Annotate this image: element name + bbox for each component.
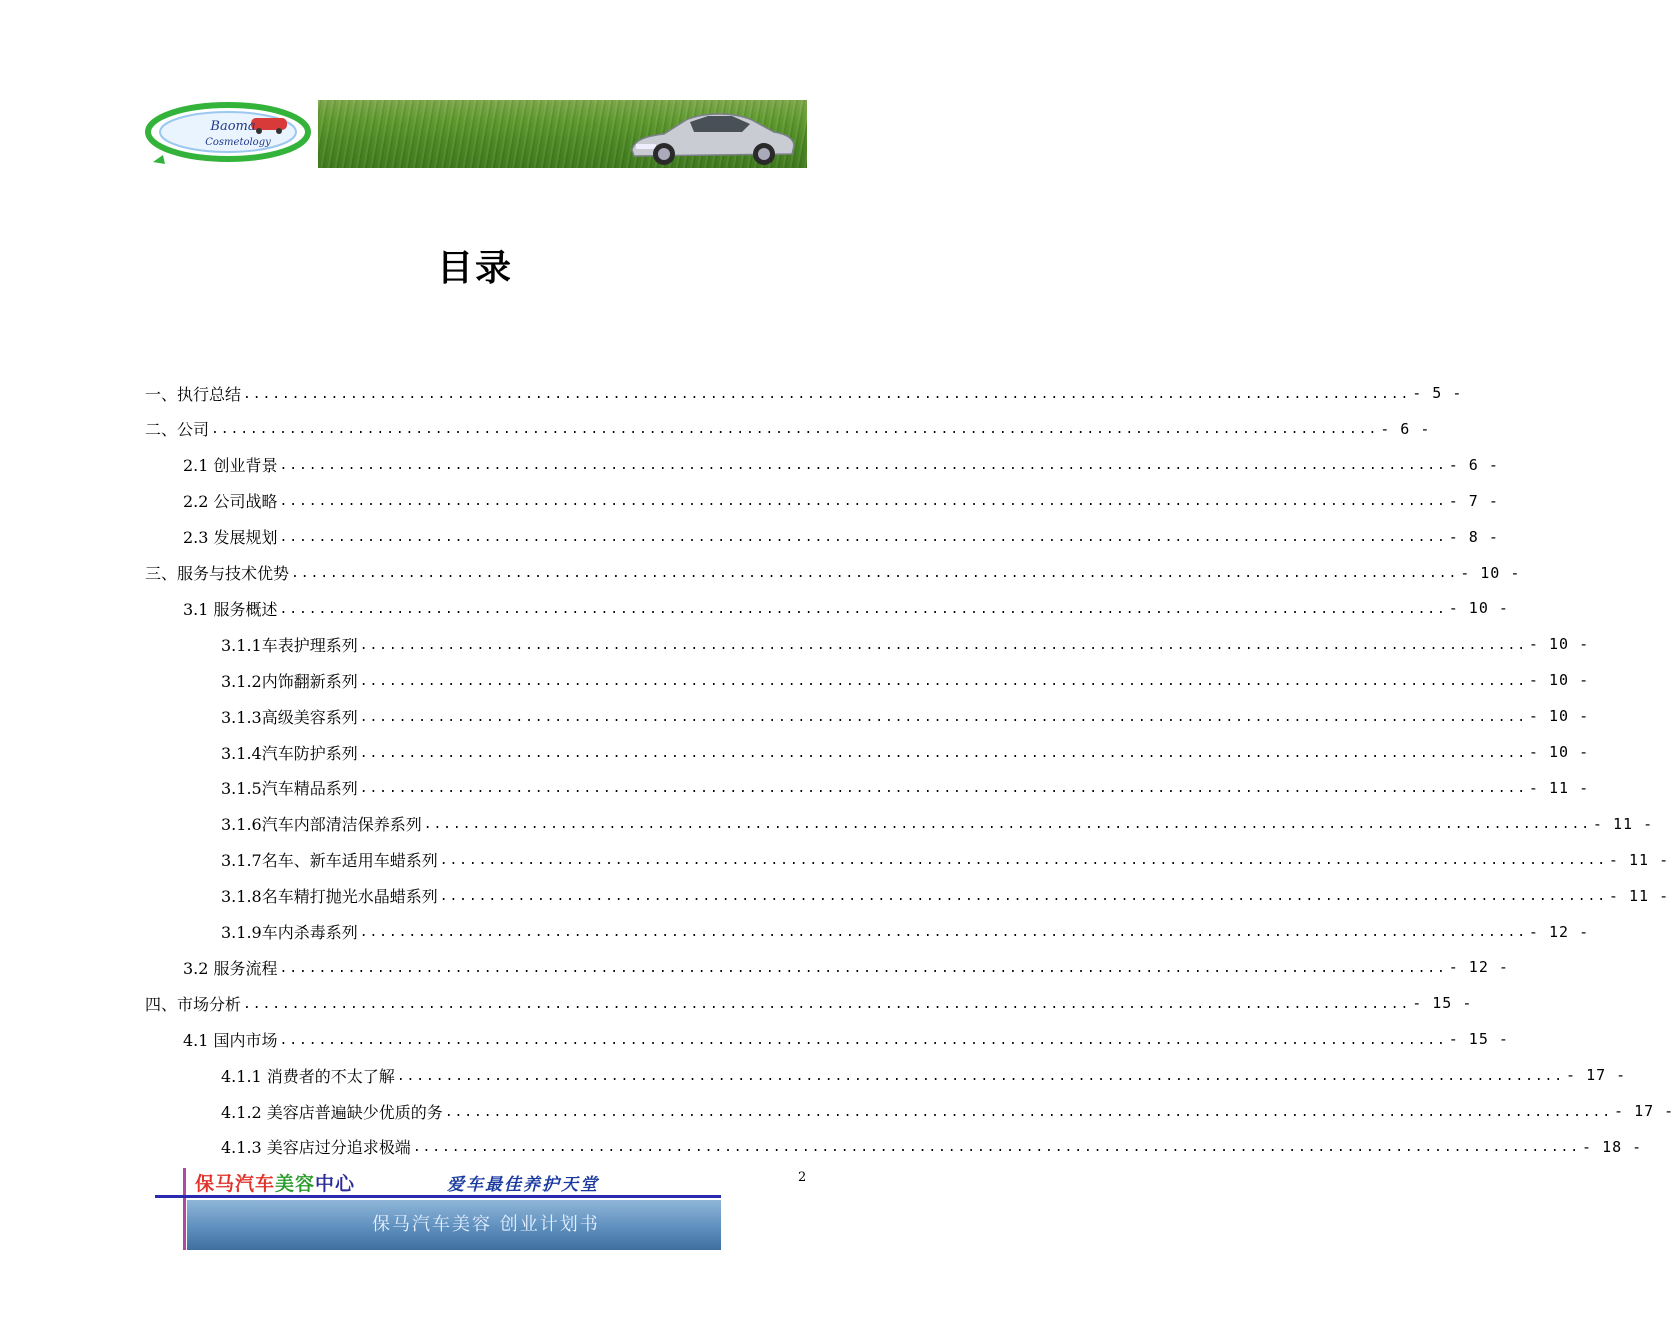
toc-entry[interactable] — [145, 1129, 1643, 1165]
toc-leader-dots: ........................................................................................................................ — [279, 1032, 1447, 1048]
toc-entry-page: - 6 - — [1448, 455, 1499, 474]
toc-leader-dots: ........................................................................................................................ — [359, 709, 1527, 725]
toc-entry-page: - 11 - — [1608, 850, 1670, 869]
toc-leader-dots: ........................................................................................................................ — [211, 422, 1379, 438]
toc-entry[interactable] — [145, 483, 1499, 519]
footer-line — [155, 1195, 721, 1198]
toc-leader-dots: ........................................................................................................................ — [279, 960, 1447, 976]
toc-leader-dots: ........................................................................................................................ — [279, 494, 1447, 510]
toc-entry-page: - 10 - — [1460, 563, 1521, 582]
toc-entry[interactable] — [145, 590, 1509, 626]
toc-entry-page: - 10 - — [1528, 707, 1590, 726]
toc-entry[interactable] — [145, 1057, 1627, 1093]
toc-entry-title: 4.1 国内市场 — [183, 1030, 278, 1050]
toc-entry-title: 3.1 服务概述 — [183, 599, 278, 619]
toc-entry[interactable] — [145, 1093, 1674, 1129]
toc-entry-page: - 12 - — [1528, 922, 1590, 941]
toc-entry-title: 二、公司 — [145, 420, 210, 440]
toc-entry-page: - 8 - — [1448, 527, 1499, 546]
toc-leader-dots: ........................................................................................................................ — [423, 817, 1591, 833]
toc-entry[interactable] — [145, 662, 1590, 698]
toc-entry[interactable] — [145, 949, 1509, 985]
toc-entry-page: - 10 - — [1448, 599, 1509, 618]
toc-leader-dots: ........................................................................................................................ — [359, 745, 1527, 761]
toc-leader-dots: ........................................................................................................................ — [291, 566, 1459, 581]
toc-entry[interactable] — [145, 770, 1590, 806]
toc-leader-dots: ........................................................................................................................ — [359, 925, 1527, 940]
toc-leader-dots: ........................................................................................................................ — [439, 853, 1607, 869]
toc-entry-title: 4.1.3 美容店过分追求极端 — [221, 1138, 411, 1158]
logo-swoosh-icon — [143, 100, 313, 168]
toc-entry-title: 一、执行总结 — [145, 384, 242, 404]
toc-entry[interactable] — [145, 914, 1590, 950]
toc-leader-dots: ........................................................................................................................ — [444, 1104, 1613, 1120]
toc-leader-dots: ........................................................................................................................ — [412, 1140, 1581, 1156]
logo-subtext: Cosmetology — [205, 137, 271, 148]
toc-leader-dots: ........................................................................................................................ — [396, 1068, 1565, 1084]
toc-entry-page: - 10 - — [1528, 743, 1590, 761]
toc-entry[interactable] — [145, 734, 1590, 770]
page-title: 目录 — [436, 248, 513, 289]
toc-entry-page: - 18 - — [1582, 1137, 1643, 1156]
toc-entry-page: - 11 - — [1528, 778, 1590, 797]
toc-leader-dots: ........................................................................................................................ — [279, 601, 1447, 617]
toc-entry-title: 3.1.4汽车防护系列 — [221, 743, 358, 763]
toc-entry-page: - 5 - — [1412, 384, 1463, 402]
toc-entry-page: - 15 - — [1412, 994, 1473, 1013]
toc-entry-page: - 10 - — [1528, 635, 1590, 654]
toc-leader-dots: ........................................................................................................................ — [359, 781, 1527, 797]
toc-entry-page: - 15 - — [1448, 1030, 1509, 1049]
toc-leader-dots: ........................................................................................................................ — [279, 458, 1447, 474]
grass-banner-image — [318, 100, 807, 168]
toc-entry-title: 3.2 服务流程 — [183, 958, 278, 978]
footer-brand — [195, 1169, 355, 1196]
footer-brand-suffix: 中心 — [315, 1173, 356, 1195]
toc-entry-title: 3.1.2内饰翻新系列 — [221, 671, 358, 691]
toc-entry[interactable] — [145, 698, 1590, 734]
header-banner — [143, 100, 807, 168]
page-number: 2 — [798, 1170, 807, 1185]
toc-entry-title: 2.3 发展规划 — [183, 528, 278, 548]
footer-slogan: 爱车最佳养护天堂 — [447, 1175, 599, 1195]
toc-entry-page: - 11 - — [1608, 886, 1670, 905]
toc-entry-page: - 7 - — [1448, 491, 1499, 510]
toc-entry-page: - 6 - — [1380, 419, 1431, 438]
toc-entry[interactable] — [145, 447, 1499, 483]
footer-banner — [155, 1168, 721, 1252]
toc-entry[interactable] — [145, 878, 1670, 914]
toc-entry[interactable] — [145, 842, 1670, 878]
toc-entry-title: 2.1 创业背景 — [183, 456, 278, 476]
toc-entry-page: - 10 - — [1528, 671, 1590, 690]
footer-sky-image — [187, 1200, 721, 1250]
toc-entry-title: 3.1.9车内杀毒系列 — [221, 923, 358, 942]
toc-entry[interactable] — [145, 985, 1473, 1021]
toc-entry[interactable] — [145, 555, 1521, 591]
toc-entry-title: 四、市场分析 — [145, 994, 242, 1014]
footer-brand-highlight: 美容 — [275, 1173, 316, 1195]
toc-leader-dots: ........................................................................................................................ — [359, 673, 1527, 689]
toc-entry-title: 4.1.2 美容店普遍缺少优质的务 — [221, 1102, 443, 1122]
toc-entry-title: 三、服务与技术优势 — [145, 564, 290, 583]
toc-entry[interactable] — [145, 375, 1463, 411]
toc-entry-title: 3.1.6汽车内部清洁保养系列 — [221, 815, 422, 835]
toc-entry[interactable] — [145, 519, 1499, 555]
toc-entry[interactable] — [145, 626, 1590, 662]
logo-text: Baoma — [210, 119, 256, 134]
toc-entry-title: 4.1.1 消费者的不太了解 — [221, 1066, 395, 1086]
toc-entry-title: 3.1.5汽车精品系列 — [221, 779, 358, 799]
footer-brand-prefix: 保马汽车 — [195, 1173, 276, 1195]
toc-leader-dots: ........................................................................................................................ — [279, 530, 1447, 546]
toc-entry-page: - 12 - — [1448, 958, 1509, 977]
toc-entry-title: 3.1.7名车、新车适用车蜡系列 — [221, 851, 438, 871]
toc-entry-page: - 17 - — [1566, 1066, 1627, 1085]
footer-divider — [183, 1168, 186, 1250]
toc-entry-page: - 11 - — [1592, 814, 1654, 833]
toc-entry-title: 3.1.8名车精打抛光水晶蜡系列 — [221, 887, 438, 907]
toc-leader-dots: ........................................................................................................................ — [243, 996, 1411, 1012]
car-image-icon — [624, 106, 799, 168]
toc-leader-dots: ........................................................................................................................ — [439, 889, 1607, 905]
company-logo — [143, 100, 313, 168]
toc-entry[interactable] — [145, 806, 1654, 842]
toc-entry[interactable] — [145, 411, 1431, 447]
toc-leader-dots: ........................................................................................................................ — [243, 386, 1411, 402]
toc-entry-title: 3.1.3高级美容系列 — [221, 707, 358, 727]
toc-entry-title: 3.1.1车表护理系列 — [221, 635, 358, 655]
toc-entry[interactable] — [145, 1021, 1509, 1057]
toc-entry-title: 2.2 公司战略 — [183, 492, 278, 512]
toc-leader-dots: ........................................................................................................................ — [359, 637, 1527, 653]
footer-plan-title: 保马汽车美容 创业计划书 — [372, 1214, 600, 1235]
toc-entry-page: - 17 - — [1614, 1102, 1674, 1120]
